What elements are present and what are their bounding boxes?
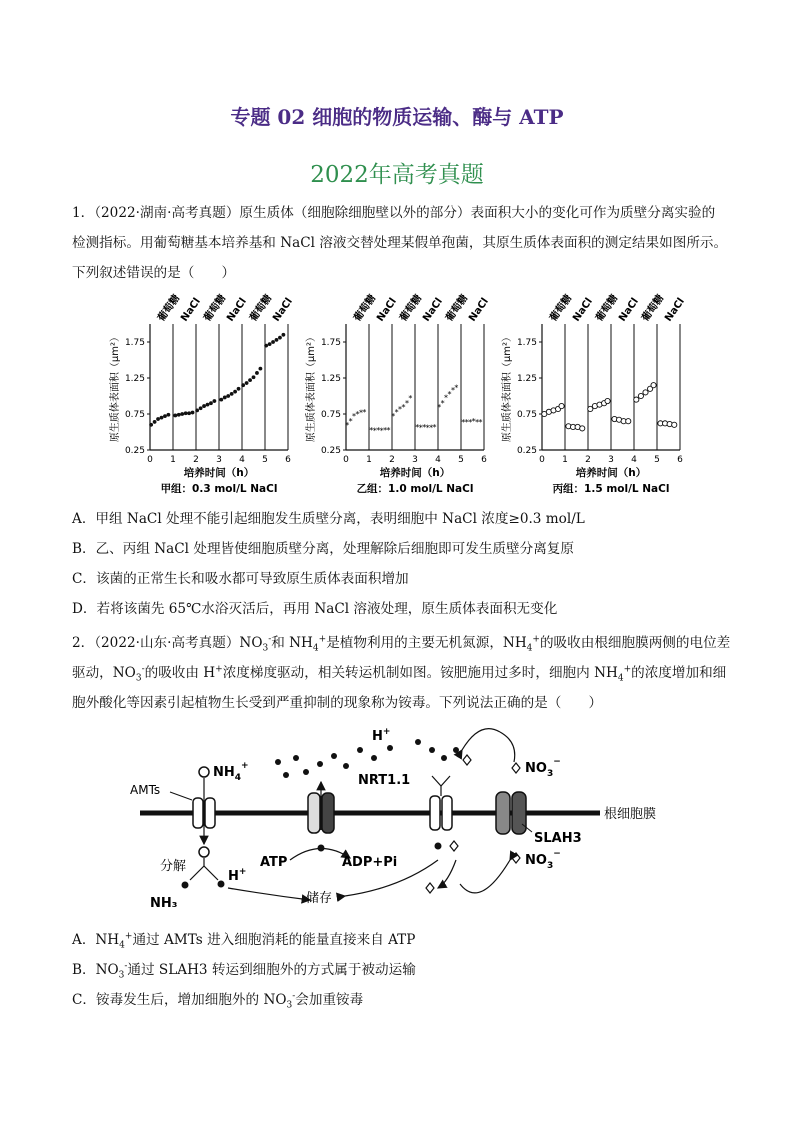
data-point (634, 397, 639, 402)
data-point (191, 411, 195, 415)
y-tick-label: 0.75 (124, 410, 145, 420)
data-point: * (471, 417, 476, 427)
fenjie-label: 分解 (160, 859, 187, 874)
data-point (206, 403, 210, 407)
x-tick-label: 2 (389, 455, 395, 465)
y-tick-label: 1.75 (320, 338, 341, 348)
data-point (173, 414, 177, 418)
data-point (237, 387, 241, 391)
data-point: * (437, 402, 442, 412)
x-tick-label: 1 (366, 455, 372, 465)
treatment-label: NaCl (179, 296, 203, 324)
treatment-label: NaCl (225, 296, 249, 324)
q2-option-a: A．$NH_4^+$通过 AMTs 进入细胞消耗的能量直接来自 ATP (72, 931, 416, 951)
data-point (195, 409, 199, 413)
x-tick-label: 3 (412, 455, 418, 465)
x-tick-label: 2 (585, 455, 591, 465)
x-axis-label: 培养时间（h） (379, 467, 451, 479)
data-point (219, 398, 223, 402)
data-point (230, 392, 234, 396)
data-point (245, 381, 249, 385)
data-point: * (444, 393, 449, 403)
q2-transport-diagram (120, 720, 700, 920)
data-point (180, 412, 184, 416)
data-point: * (475, 417, 480, 427)
data-point (241, 383, 245, 387)
q1-charts (100, 292, 700, 502)
data-point: * (401, 402, 406, 412)
treatment-label: 葡萄糖 (640, 292, 667, 324)
data-point: * (447, 389, 452, 399)
x-axis-label: 培养时间（h） (183, 467, 255, 479)
data-point (255, 371, 259, 375)
y-axis-label: 原生质体表面积（μm²） (110, 331, 121, 443)
data-point (199, 406, 203, 410)
x-tick-label: 5 (654, 455, 660, 465)
x-tick-label: 4 (239, 455, 245, 465)
treatment-label: 葡萄糖 (594, 292, 621, 324)
no3-diamond-out (463, 755, 471, 765)
x-tick-label: 6 (285, 455, 291, 465)
y-tick-label: 1.25 (516, 374, 537, 384)
q1-stem-line2: 检测指标。用葡萄糖基本培养基和 NaCl 溶液交替处理某假单孢菌，其原生质体表面积的测定结果如图所示。 (72, 235, 728, 251)
data-point: * (352, 412, 357, 422)
data-point: * (391, 412, 396, 422)
treatment-label: NaCl (617, 296, 641, 324)
chart-caption: 甲组：0.3 mol/L NaCl (160, 483, 278, 495)
data-point (605, 398, 610, 403)
y-tick-label: 1.25 (124, 374, 145, 384)
data-point: * (464, 417, 469, 427)
data-point (278, 336, 282, 340)
data-point (638, 393, 643, 398)
slah3-label: SLAH3 (534, 831, 582, 846)
y-axis-label: 原生质体表面积（μm²） (306, 331, 317, 443)
x-axis-label: 培养时间（h） (575, 467, 647, 479)
q1-option-c: C．该菌的正常生长和吸水都可导致原生质体表面积增加 (72, 571, 409, 587)
data-point: * (432, 422, 437, 432)
chart-caption: 乙组：1.0 mol/L NaCl (356, 483, 474, 495)
x-tick-label: 3 (216, 455, 222, 465)
h-top-label: H+ (372, 727, 391, 744)
data-point (223, 396, 227, 400)
treatment-label: 葡萄糖 (444, 292, 471, 324)
data-point (643, 390, 648, 395)
data-point (209, 401, 213, 405)
y-tick-label: 0.75 (516, 410, 537, 420)
nh4-circle-out (199, 767, 209, 777)
treatment-label: NaCl (271, 296, 295, 324)
q2-option-b: B．$NO_3^-$通过 SLAH3 转运到细胞外的方式属于被动运输 (72, 961, 416, 981)
data-point: * (418, 423, 423, 433)
y-tick-label: 0.25 (516, 446, 537, 456)
chart-0 (108, 292, 295, 495)
data-point (156, 417, 160, 421)
nrt-label: NRT1.1 (358, 773, 411, 788)
data-point (163, 414, 167, 418)
nh4-circle-in (199, 847, 209, 857)
data-point (271, 340, 275, 344)
x-tick-label: 4 (435, 455, 441, 465)
data-point: * (408, 394, 413, 404)
data-point (651, 383, 656, 388)
x-tick-label: 6 (677, 455, 683, 465)
data-point (226, 394, 230, 398)
data-point (559, 403, 564, 408)
chucun-label: 储存 (306, 891, 333, 906)
data-point: * (379, 426, 384, 436)
data-point: * (398, 404, 403, 414)
chart-1 (304, 292, 491, 495)
q1-stem-line3: 下列叙述错误的是（ ） (72, 265, 236, 281)
section-subtitle: 2022年高考真题 (310, 162, 484, 188)
data-point: * (355, 410, 360, 419)
data-point (252, 375, 256, 379)
data-point: * (454, 383, 459, 393)
data-point (202, 404, 206, 408)
data-point (259, 367, 263, 371)
data-point (268, 342, 272, 346)
treatment-label: NaCl (467, 296, 491, 324)
adp-label: ADP+Pi (342, 855, 398, 870)
data-point: * (348, 417, 353, 427)
data-point: * (358, 408, 363, 418)
treatment-label: NaCl (571, 296, 595, 324)
x-tick-label: 1 (170, 455, 176, 465)
q1-stem-line1: 1．（2022·湖南·高考真题）原生质体（细胞除细胞壁以外的部分）表面积大小的变化可作为质壁分离实验的 (72, 205, 716, 221)
data-point (626, 419, 631, 424)
data-point (177, 413, 181, 417)
data-point: * (461, 417, 466, 427)
data-point (248, 378, 252, 382)
membrane-label: 根细胞膜 (604, 807, 657, 822)
page-title: 专题 02 细胞的物质运输、酶与 ATP (230, 105, 564, 129)
data-point (672, 422, 677, 427)
q1-option-b: B．乙、丙组 NaCl 处理皆使细胞质壁分离，处理解除后细胞即可发生质壁分离复原 (72, 541, 574, 557)
data-point (184, 411, 188, 415)
data-point: * (372, 426, 377, 436)
data-point: * (383, 425, 388, 435)
treatment-label: NaCl (663, 296, 687, 324)
q2-option-c: C．铵毒发生后，增加细胞外的 $NO_3^-$会加重铵毒 (72, 991, 364, 1011)
data-point (264, 344, 268, 348)
data-point: * (345, 420, 350, 430)
data-point (282, 333, 286, 337)
x-tick-label: 6 (481, 455, 487, 465)
data-point: * (404, 399, 409, 409)
data-point (167, 413, 171, 417)
data-point (213, 399, 217, 403)
y-axis-label: 原生质体表面积（μm²） (502, 331, 513, 443)
x-tick-label: 0 (343, 455, 349, 465)
data-point: * (394, 407, 399, 417)
treatment-label: NaCl (375, 296, 399, 324)
q1-option-d: D．若将该菌先 65℃水浴灭活后，再用 NaCl 溶液处理，原生质体表面积无变化 (72, 601, 558, 617)
y-tick-label: 1.75 (124, 338, 145, 348)
data-point: * (440, 399, 445, 409)
data-point: * (376, 425, 381, 435)
data-point: * (386, 425, 391, 435)
data-point (275, 338, 279, 342)
treatment-label: 葡萄糖 (398, 292, 425, 324)
treatment-label: 葡萄糖 (352, 292, 379, 324)
data-point: * (450, 386, 455, 396)
x-tick-label: 4 (631, 455, 637, 465)
data-point (187, 411, 191, 415)
data-point (160, 416, 164, 420)
chart-2 (500, 292, 687, 495)
data-point: * (478, 417, 483, 427)
y-tick-label: 1.75 (516, 338, 537, 348)
nh4-label: $NH_4^+$ (213, 761, 249, 783)
data-point (233, 390, 237, 394)
data-point: * (429, 423, 434, 433)
chart-caption: 丙组：1.5 mol/L NaCl (552, 483, 670, 495)
x-tick-label: 2 (193, 455, 199, 465)
x-tick-label: 1 (562, 455, 568, 465)
treatment-label: 葡萄糖 (548, 292, 575, 324)
atp-label: ATP (260, 855, 288, 870)
treatment-label: 葡萄糖 (248, 292, 275, 324)
y-tick-label: 0.25 (320, 446, 341, 456)
h-mid-label: H+ (228, 867, 247, 884)
no3-bottom-label: $NO_3^-$ (525, 849, 561, 871)
data-point: * (422, 422, 427, 432)
treatment-label: 葡萄糖 (156, 292, 183, 324)
treatment-label: 葡萄糖 (202, 292, 229, 324)
y-tick-label: 1.25 (320, 374, 341, 384)
amts-label: AMTs (130, 783, 161, 797)
data-point (580, 426, 585, 431)
q2-stem-line1: 2．（2022·山东·高考真题）$NO_3^-$和 $NH_4^+$是植物利用的主要无机氮源，$NH_4^+$的吸收由根细胞膜两侧的电位差 (72, 634, 731, 654)
data-point: * (362, 407, 367, 417)
y-tick-label: 0.75 (320, 410, 341, 420)
q2-stem-line2: 驱动，$NO_3^-$的吸收由 H+浓度梯度驱动，相关转运机制如图。铵肥施用过多时，细胞内 $NH_4^+$的浓度增加和细 (72, 664, 727, 684)
data-point (153, 420, 157, 424)
x-tick-label: 3 (608, 455, 614, 465)
x-tick-label: 5 (262, 455, 268, 465)
q1-option-a: A．甲组 NaCl 处理不能引起细胞发生质壁分离，表明细胞中 NaCl 浓度≥0.3 mol/L (72, 511, 585, 527)
x-tick-label: 5 (458, 455, 464, 465)
nh3-label: NH₃ (150, 896, 178, 911)
data-point: * (415, 422, 420, 432)
y-tick-label: 0.25 (124, 446, 145, 456)
data-point: * (369, 425, 374, 435)
data-point: * (425, 423, 430, 433)
x-tick-label: 0 (147, 455, 153, 465)
x-tick-label: 0 (539, 455, 545, 465)
data-point (149, 423, 153, 427)
no3-top-label: $NO_3^-$ (525, 757, 561, 779)
q2-stem-line3: 胞外酸化等因素引起植物生长受到严重抑制的现象称为铵毒。下列说法正确的是（ ） (72, 695, 603, 711)
treatment-label: NaCl (421, 296, 445, 324)
data-point: * (468, 417, 473, 427)
